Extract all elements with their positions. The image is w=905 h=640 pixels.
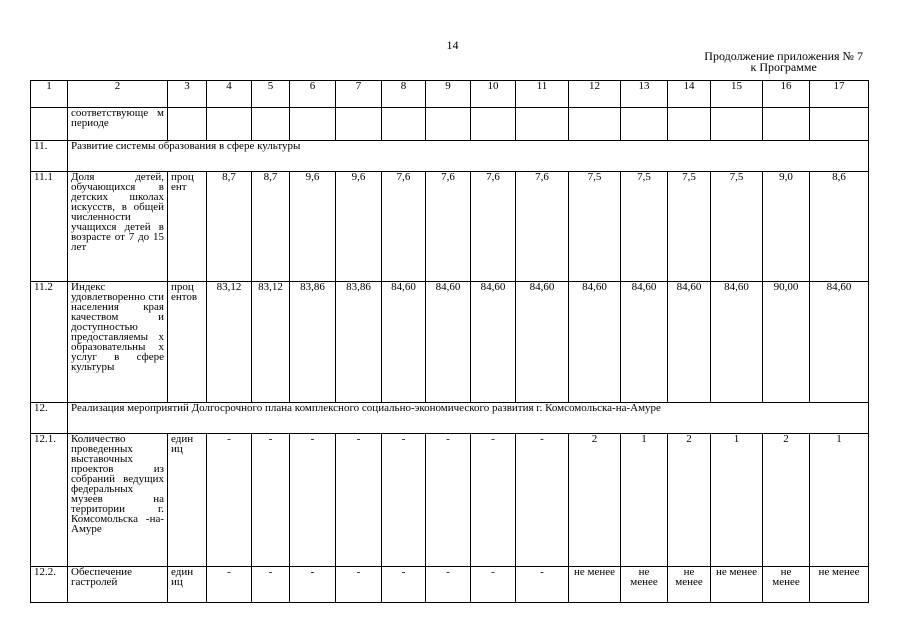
- page-number: 14: [446, 38, 459, 52]
- column-header: 5: [252, 81, 290, 108]
- empty-cell: [290, 108, 336, 141]
- value-cell: 2: [569, 434, 621, 567]
- empty-cell: [471, 108, 516, 141]
- value-cell: 2: [763, 434, 810, 567]
- column-header: 11: [516, 81, 569, 108]
- empty-cell: [516, 108, 569, 141]
- column-header: 15: [711, 81, 763, 108]
- indicator-id: 12.1.: [31, 434, 68, 567]
- value-cell: 84,60: [471, 282, 516, 403]
- column-header: 1: [31, 81, 68, 108]
- value-cell: -: [426, 567, 471, 603]
- table-row: [31, 434, 869, 567]
- value-cell: -: [290, 567, 336, 603]
- value-cell: -: [290, 434, 336, 567]
- value-cell: -: [252, 567, 290, 603]
- value-cell: 83,86: [336, 282, 382, 403]
- column-header: 13: [621, 81, 668, 108]
- value-cell: 84,60: [711, 282, 763, 403]
- column-header: 7: [336, 81, 382, 108]
- column-header: 14: [668, 81, 711, 108]
- indicator-name: Количество проведенных выставочных проектов из собраний ведущих федеральных музеев на территории г. Комсомольска -на-Амуре: [68, 434, 168, 567]
- value-cell: 7,6: [516, 172, 569, 282]
- indicator-id: 11.2: [31, 282, 68, 403]
- value-cell: 7,6: [382, 172, 426, 282]
- header-row: [31, 81, 869, 108]
- empty-cell: [426, 108, 471, 141]
- empty-cell: [207, 108, 252, 141]
- indicator-id: 11.1: [31, 172, 68, 282]
- section-title: Развитие системы образования в сфере культуры: [68, 141, 869, 172]
- indicator-name: Индекс удовлетворенно сти населения края качеством и доступностью предоставляемы х образовательны х услуг в сфере культуры: [68, 282, 168, 403]
- table-row: [31, 282, 869, 403]
- indicators-table: [30, 80, 869, 603]
- value-cell: 9,6: [336, 172, 382, 282]
- column-header: 17: [810, 81, 869, 108]
- value-cell: 84,60: [382, 282, 426, 403]
- empty-cell: [621, 108, 668, 141]
- column-header: 12: [569, 81, 621, 108]
- table-row: [31, 567, 869, 603]
- value-cell: не менее: [621, 567, 668, 603]
- value-cell: 84,60: [516, 282, 569, 403]
- value-cell: -: [516, 567, 569, 603]
- value-cell: 83,86: [290, 282, 336, 403]
- value-cell: не менее: [711, 567, 763, 603]
- section-row: [31, 403, 869, 434]
- value-cell: 1: [810, 434, 869, 567]
- value-cell: 83,12: [207, 282, 252, 403]
- value-cell: 7,5: [569, 172, 621, 282]
- value-cell: 8,7: [252, 172, 290, 282]
- value-cell: -: [207, 567, 252, 603]
- value-cell: 84,60: [569, 282, 621, 403]
- appendix-caption: [704, 51, 863, 73]
- empty-cell: [763, 108, 810, 141]
- empty-cell: [810, 108, 869, 141]
- value-cell: 7,5: [621, 172, 668, 282]
- section-number: 12.: [31, 403, 68, 434]
- value-cell: -: [207, 434, 252, 567]
- indicator-name: Доля детей, обучающихся в детских школах искусств, в общей численности учащихся детей в возрасте от 7 до 15 лет: [68, 172, 168, 282]
- column-header: 2: [68, 81, 168, 108]
- unit-cell: един иц: [168, 567, 207, 603]
- value-cell: 83,12: [252, 282, 290, 403]
- value-cell: -: [471, 434, 516, 567]
- section-row: [31, 141, 869, 172]
- value-cell: не менее: [569, 567, 621, 603]
- value-cell: 9,0: [763, 172, 810, 282]
- value-cell: 7,5: [668, 172, 711, 282]
- empty-cell: [168, 108, 207, 141]
- value-cell: 84,60: [810, 282, 869, 403]
- column-header: 10: [471, 81, 516, 108]
- column-header: 3: [168, 81, 207, 108]
- column-header: 6: [290, 81, 336, 108]
- value-cell: 9,6: [290, 172, 336, 282]
- id-cell: [31, 108, 68, 141]
- table-row: [31, 172, 869, 282]
- value-cell: 84,60: [668, 282, 711, 403]
- value-cell: 7,6: [471, 172, 516, 282]
- value-cell: 7,5: [711, 172, 763, 282]
- value-cell: -: [382, 434, 426, 567]
- indicator-name: соответствующе м периоде: [68, 108, 168, 141]
- value-cell: 1: [621, 434, 668, 567]
- value-cell: -: [471, 567, 516, 603]
- value-cell: -: [336, 567, 382, 603]
- empty-cell: [252, 108, 290, 141]
- column-header: 8: [382, 81, 426, 108]
- unit-cell: един иц: [168, 434, 207, 567]
- value-cell: не менее: [763, 567, 810, 603]
- empty-cell: [382, 108, 426, 141]
- column-header: 9: [426, 81, 471, 108]
- value-cell: 8,6: [810, 172, 869, 282]
- column-header: 16: [763, 81, 810, 108]
- value-cell: не менее: [810, 567, 869, 603]
- empty-cell: [336, 108, 382, 141]
- value-cell: -: [336, 434, 382, 567]
- value-cell: не менее: [668, 567, 711, 603]
- value-cell: 7,6: [426, 172, 471, 282]
- empty-cell: [569, 108, 621, 141]
- value-cell: -: [252, 434, 290, 567]
- value-cell: -: [382, 567, 426, 603]
- unit-cell: проц ент: [168, 172, 207, 282]
- appendix-line-2: к Программе: [750, 60, 817, 74]
- unit-cell: проц ентов: [168, 282, 207, 403]
- value-cell: 84,60: [621, 282, 668, 403]
- indicator-name: Обеспечение гастролей: [68, 567, 168, 603]
- section-number: 11.: [31, 141, 68, 172]
- empty-cell: [711, 108, 763, 141]
- column-header: 4: [207, 81, 252, 108]
- value-cell: -: [426, 434, 471, 567]
- value-cell: -: [516, 434, 569, 567]
- value-cell: 8,7: [207, 172, 252, 282]
- empty-cell: [668, 108, 711, 141]
- section-title: Реализация мероприятий Долгосрочного плана комплексного социально-экономического развития г. Комсомольска-на-Амуре: [68, 403, 869, 434]
- value-cell: 84,60: [426, 282, 471, 403]
- indicator-id: 12.2.: [31, 567, 68, 603]
- table-row: [31, 108, 869, 141]
- value-cell: 90,00: [763, 282, 810, 403]
- appendix-line-1: Продолжение приложения № 7: [704, 49, 863, 63]
- value-cell: 1: [711, 434, 763, 567]
- value-cell: 2: [668, 434, 711, 567]
